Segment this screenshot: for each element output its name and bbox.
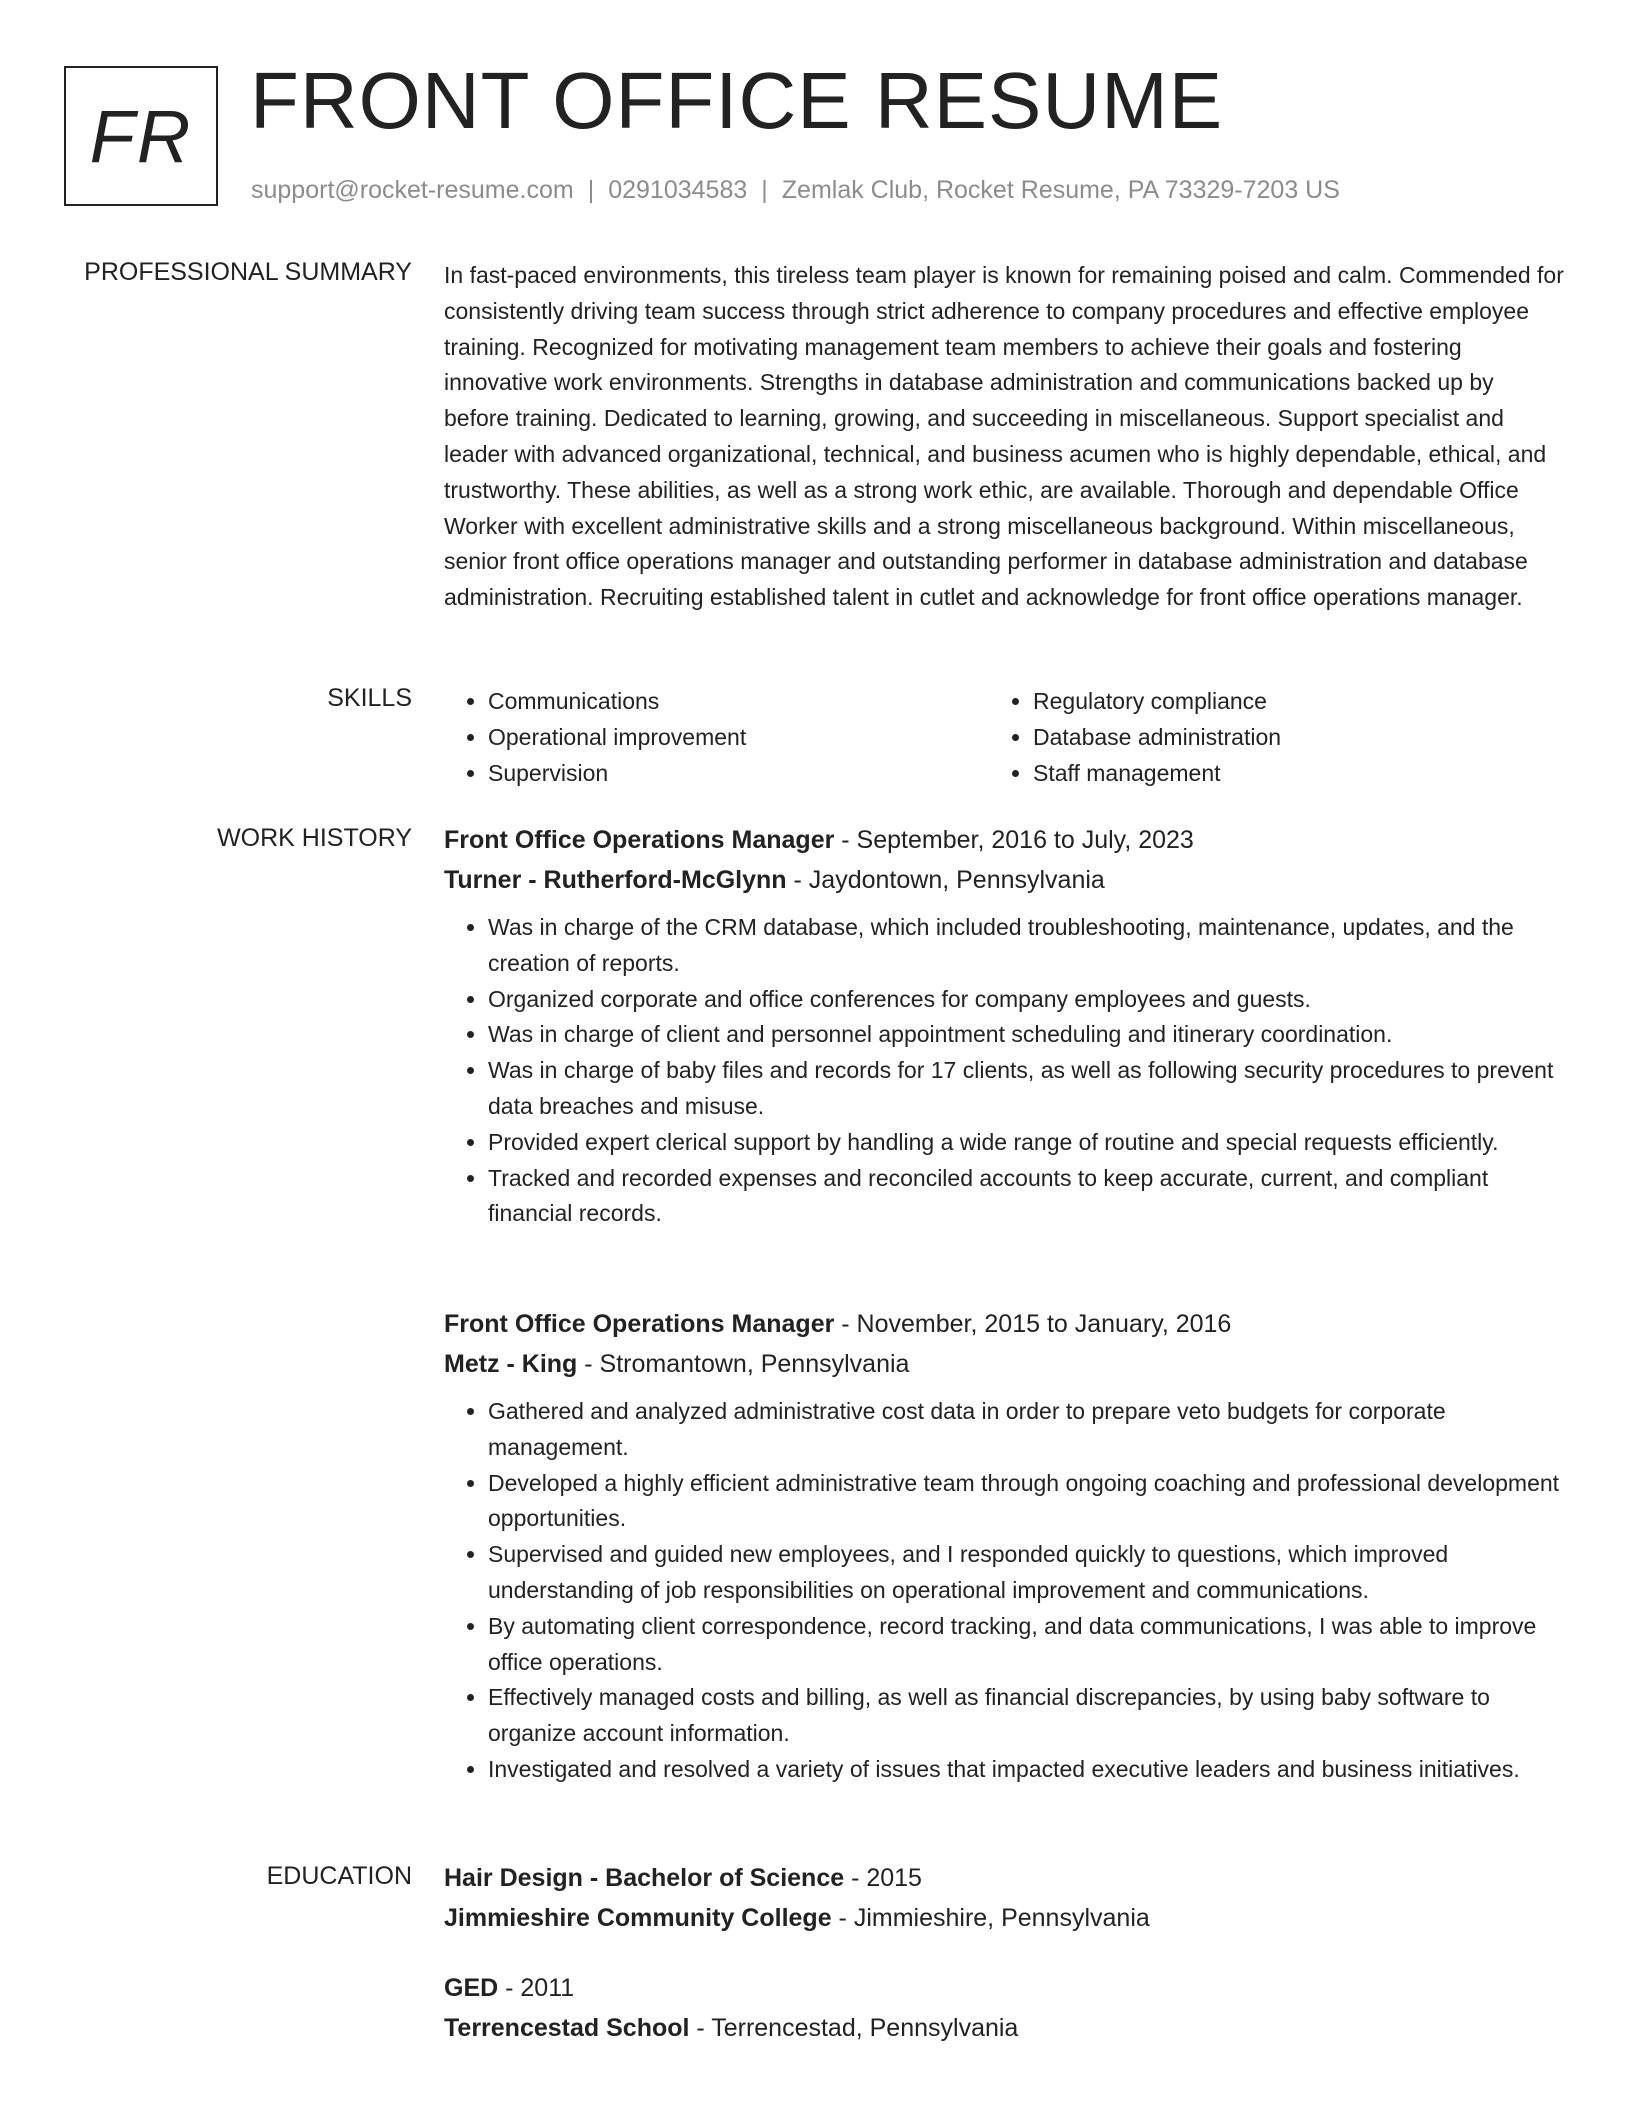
job-entry <box>444 820 1564 1232</box>
skills-column-right <box>989 684 1534 791</box>
skill-item: • Operational improvement <box>488 720 989 756</box>
job-bullets <box>444 910 1564 1232</box>
job-bullet: • Organized corporate and office conferences for company employees and guests. <box>488 982 1564 1018</box>
job-bullet: • Tracked and recorded expenses and reconciled accounts to keep accurate, current, and compliant financial records. <box>488 1161 1564 1233</box>
education-year: - 2015 <box>844 1864 922 1892</box>
company-line <box>444 860 1564 900</box>
contact-email[interactable]: support@rocket-resume.com <box>251 176 574 204</box>
job-bullet: • Was in charge of baby files and records for 17 clients, as well as following security procedures to prevent data breaches and misuse. <box>488 1053 1564 1125</box>
education-entry <box>444 1968 1564 2048</box>
skills-list <box>444 684 1564 791</box>
skill-item: • Communications <box>488 684 989 720</box>
skill-item: • Supervision <box>488 756 989 792</box>
section-label-work-history: WORK HISTORY <box>217 824 412 852</box>
education-school: Terrencestad School <box>444 2014 690 2042</box>
skill-item: • Regulatory compliance <box>1033 684 1534 720</box>
section-label-skills: SKILLS <box>327 684 412 712</box>
job-title: Front Office Operations Manager <box>444 1310 835 1338</box>
company-line <box>444 1344 1564 1384</box>
contact-address: Zemlak Club, Rocket Resume, PA 73329-7203 US <box>781 176 1340 204</box>
education-entry <box>444 1858 1564 1938</box>
job-title-line <box>444 1304 1564 1344</box>
education-degree: Hair Design - Bachelor of Science <box>444 1864 845 1892</box>
job-bullet: • Investigated and resolved a variety of issues that impacted executive leaders and business initiatives. <box>488 1752 1564 1788</box>
education-degree: GED <box>444 1974 499 2002</box>
company-location: - Stromantown, Pennsylvania <box>577 1350 910 1378</box>
education-school-line <box>444 1898 1564 1938</box>
education-degree-line <box>444 1858 1564 1898</box>
section-label-summary: PROFESSIONAL SUMMARY <box>84 258 412 286</box>
company-name: Metz - King <box>444 1350 578 1378</box>
monogram-box <box>64 66 218 206</box>
contact-phone[interactable]: 0291034583 <box>608 176 748 204</box>
education-school: Jimmieshire Community College <box>444 1904 832 1932</box>
job-bullet: • Was in charge of the CRM database, which included troubleshooting, maintenance, updates, and the creation of reports. <box>488 910 1564 982</box>
job-title-line <box>444 820 1564 860</box>
job-bullet: • Was in charge of client and personnel appointment scheduling and itinerary coordination. <box>488 1017 1564 1053</box>
contact-line <box>251 174 1340 206</box>
education-degree-line <box>444 1968 1564 2008</box>
job-bullet: • Effectively managed costs and billing, as well as financial discrepancies, by using baby software to organize account information. <box>488 1680 1564 1752</box>
education-location: - Terrencestad, Pennsylvania <box>689 2014 1019 2042</box>
job-dates: - November, 2015 to January, 2016 <box>834 1310 1232 1338</box>
education-year: - 2011 <box>498 1974 575 2002</box>
monogram-initials: FR <box>89 94 193 178</box>
company-name: Turner - Rutherford-McGlynn <box>444 866 787 894</box>
job-entry <box>444 1304 1564 1788</box>
job-bullet: • Provided expert clerical support by handling a wide range of routine and special requests efficiently. <box>488 1125 1564 1161</box>
job-bullet: • By automating client correspondence, record tracking, and data communications, I was able to improve office operations. <box>488 1609 1564 1681</box>
resume-title: FRONT OFFICE RESUME <box>250 56 1224 145</box>
skills-column-left <box>444 684 989 791</box>
summary-text: In fast-paced environments, this tireless team player is known for remaining poised and calm. Commended for consistently driving team success through strict adherence to company procedures and effective employee training. Recognized for motivating management team members to achieve their goals and fostering innovative work environments. Strengths in database administration and communications backed up by before training. Dedicated to learning, growing, and succeeding in miscellaneous. Support specialist and leader with advanced organizational, technical, and business acumen who is highly dependable, ethical, and trustworthy. These abilities, as well as a strong work ethic, are available. Thorough and dependable Office Worker with excellent administrative skills and a strong miscellaneous background. Within miscellaneous, senior front office operations manager and outstanding performer in database administration and database administration. Recruiting established talent in cutlet and acknowledge for front office operations manager. <box>444 262 1564 611</box>
job-title: Front Office Operations Manager <box>444 826 835 854</box>
job-dates: - September, 2016 to July, 2023 <box>834 826 1194 854</box>
job-bullet: • Developed a highly efficient administrative team through ongoing coaching and professional development opportunities. <box>488 1466 1564 1538</box>
job-bullets <box>444 1394 1564 1788</box>
section-label-education: EDUCATION <box>266 1862 412 1890</box>
skill-item: • Database administration <box>1033 720 1534 756</box>
contact-separator: | <box>587 176 595 204</box>
company-location: - Jaydontown, Pennsylvania <box>786 866 1105 894</box>
contact-separator: | <box>761 176 768 204</box>
job-bullet: • Supervised and guided new employees, and I responded quickly to questions, which improved understanding of job responsibilities on operational improvement and communications. <box>488 1537 1564 1609</box>
skill-item: • Staff management <box>1033 756 1534 792</box>
education-school-line <box>444 2008 1564 2048</box>
job-bullet: • Gathered and analyzed administrative cost data in order to prepare veto budgets for corporate management. <box>488 1394 1564 1466</box>
education-location: - Jimmieshire, Pennsylvania <box>831 1904 1150 1932</box>
